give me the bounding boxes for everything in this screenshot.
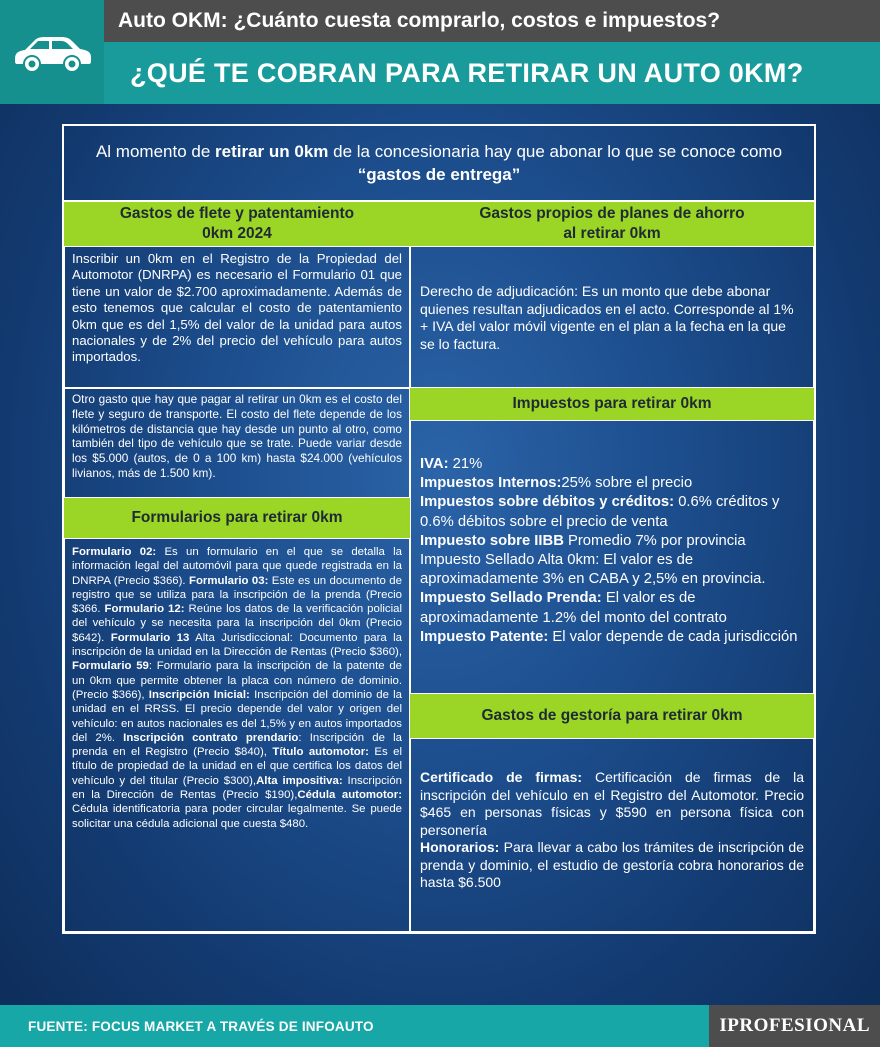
rich-item <box>420 769 804 839</box>
rich-item-text: Inscripción del dominio de la unidad en el RRSS. El precio depende del valor y origen del vehículo: en autos nacionales es del 1,5% y en autos importados del 2%. <box>72 688 402 744</box>
rich-item-text: Certificación de firmas de la inscripción del vehículo en el Registro del Automotor. Precio $465 en personas físicas y $590 en persona física con personería <box>420 769 804 838</box>
rich-item <box>420 474 804 493</box>
rich-item-label: Impuestos sobre débitos y créditos: <box>420 494 675 511</box>
rich-item <box>420 455 804 474</box>
rich-item-text: Es el título de propiedad de la unidad en el que certifica los datos del vehículo y del titular (Precio $300), <box>72 746 402 787</box>
intro-bold1: retirar un 0km <box>215 142 329 161</box>
gestoria-list <box>410 738 814 932</box>
rich-item <box>420 839 804 892</box>
rich-item-label: Formulario 12: <box>104 603 185 616</box>
rich-item-label: IVA: <box>420 456 449 472</box>
rich-item-label: Inscripción contrato prendario <box>123 731 299 744</box>
forms-heading: Formularios para retirar 0km <box>64 498 410 538</box>
rich-item-label: Certificado de firmas: <box>420 769 583 785</box>
rich-item-label: Alta impositiva: <box>256 774 343 787</box>
rich-item-text: Para llevar a cabo los trámites de inscripción de prenda y dominio, el estudio de gestoría cobra honorarios de hasta $6.500 <box>420 839 804 890</box>
rich-item-text: Este es un documento de registro que se utiliza para la inscripción de la prenda (Precio $366. <box>72 574 402 616</box>
header-subtitle: Auto OKM: ¿Cuánto cuesta comprarlo, costos e impuestos? <box>104 0 880 42</box>
rich-item-text: : Inscripción de la prenda en el Registro (Precio $840), <box>72 731 402 759</box>
rich-item-label: Honorarios: <box>420 839 500 855</box>
rich-item-label: Cédula automotor: <box>297 789 402 802</box>
rich-item-text: 0.6% créditos y 0.6% débitos sobre el precio de venta <box>420 494 780 530</box>
ahorro-text: Derecho de adjudicación: Es un monto que debe abonar quienes resultan adjudicados en el acto. Corresponde al 1% + IVA del valor móvil vigente en el plan a la fecha en la que se lo factura. <box>410 246 814 388</box>
flete-heading: Gastos de flete y patentamiento 0km 2024 <box>64 202 410 246</box>
rich-item-text: El valor es de aproximadamente 1.2% del monto del contrato <box>420 590 727 626</box>
rich-item <box>420 532 804 551</box>
rich-item-label: Impuesto sobre IIBB <box>420 532 564 549</box>
forms-list <box>64 538 410 932</box>
rich-item-label: Inscripción Inicial: <box>148 688 250 701</box>
rich-item-label: Formulario 13 <box>110 631 190 644</box>
intro-part2: de la concesionaria hay que abonar lo que se conoce como <box>328 142 783 161</box>
rich-item-text: Alta Jurisdiccional: Documento para la inscripción de la unidad en la Dirección de Rentas (Precio $360), <box>72 631 403 659</box>
rich-item-label: Impuesto Patente: <box>420 628 549 645</box>
page-title: ¿QUÉ TE COBRAN PARA RETIRAR UN AUTO 0KM? <box>104 42 880 104</box>
rich-item <box>420 589 804 627</box>
rich-item <box>72 632 402 658</box>
content-panel <box>62 124 816 934</box>
rich-item <box>420 493 804 531</box>
gestoria-heading: Gastos de gestoría para retirar 0km <box>410 694 814 738</box>
rich-item <box>420 628 804 647</box>
taxes-list <box>410 420 814 694</box>
header-icon-box <box>0 0 104 104</box>
rich-item-text: Reúne los datos de la verificación policial del vehículo y se necesita para la inscripción del 0km (Precio $642). <box>72 603 402 644</box>
rich-item-label: Formulario 02: <box>72 546 157 558</box>
rich-item-text: 25% sobre el precio <box>561 475 693 492</box>
rich-item-text: Es un formulario en el que se detalla la información legal del automóvil para que quede registrada en la DNRPA (Precio $366). <box>72 546 402 587</box>
rich-item-text: Cédula identificatoria para poder circular legalmente. Se puede solicitar una cédula adicional que cuesta $480. <box>72 803 402 830</box>
rich-item-text: Promedio 7% por provincia <box>563 532 746 549</box>
rich-item-label: Formulario 03: <box>189 574 269 587</box>
rich-item-label: Impuesto Sellado Prenda: <box>420 590 602 607</box>
rich-item-text: 21% <box>448 456 483 472</box>
intro-text <box>64 126 814 202</box>
flete-text-1: Inscribir un 0km en el Registro de la Propiedad del Automotor (DNRPA) es necesario el Formulario 01 que tiene un valor de $2.700 aproximadamente. Además de esto tenemos que calcular el costo de patentamiento 0km que es del 1,5% del valor de la unidad para autos nacionales y de 2% del precio del vehículo para autos importados. <box>64 246 410 388</box>
rich-item-text: Impuesto Sellado Alta 0km: El valor es de aproximadamente 3% en CABA y 2,5% en provincia. <box>420 552 766 588</box>
flete-text-2: Otro gasto que hay que pagar al retirar un 0km es el costo del flete y seguro de transporte. El costo del flete depende de los kilómetros de distancia que hay desde un punto al otro, como también del tipo de vehículo que se trate. Puede variar desde los $5.000 (autos, de 0 a 100 km) hasta $24.000 (vehículos livianos, más de 1.500 km). <box>64 388 410 498</box>
car-icon <box>9 31 95 73</box>
rich-item-text: Inscripción en la Dirección de Rentas (Precio $190), <box>72 774 402 802</box>
rich-item-label: Título automotor: <box>272 746 369 759</box>
rich-item <box>420 551 804 589</box>
ahorro-heading: Gastos propios de planes de ahorro al retirar 0km <box>410 202 814 246</box>
intro-part1: Al momento de <box>95 142 216 161</box>
rich-item-text: El valor depende de cada jurisdicción <box>548 628 798 645</box>
intro-bold2: “gastos de entrega” <box>357 165 521 184</box>
rich-item-text: : Formulario para la inscripción de la patente de un 0km que permite obtener la placa con número de dominio. (Precio $366), <box>72 660 402 701</box>
rich-item-label: Formulario 59 <box>72 660 149 673</box>
brand-logo: IPROFESIONAL <box>709 1005 880 1047</box>
footer-source: FUENTE: FOCUS MARKET A TRAVÉS DE INFOAUTO <box>28 1018 374 1034</box>
footer <box>0 1005 880 1047</box>
taxes-heading: Impuestos para retirar 0km <box>410 388 814 420</box>
rich-item-label: Impuestos Internos: <box>420 475 562 492</box>
